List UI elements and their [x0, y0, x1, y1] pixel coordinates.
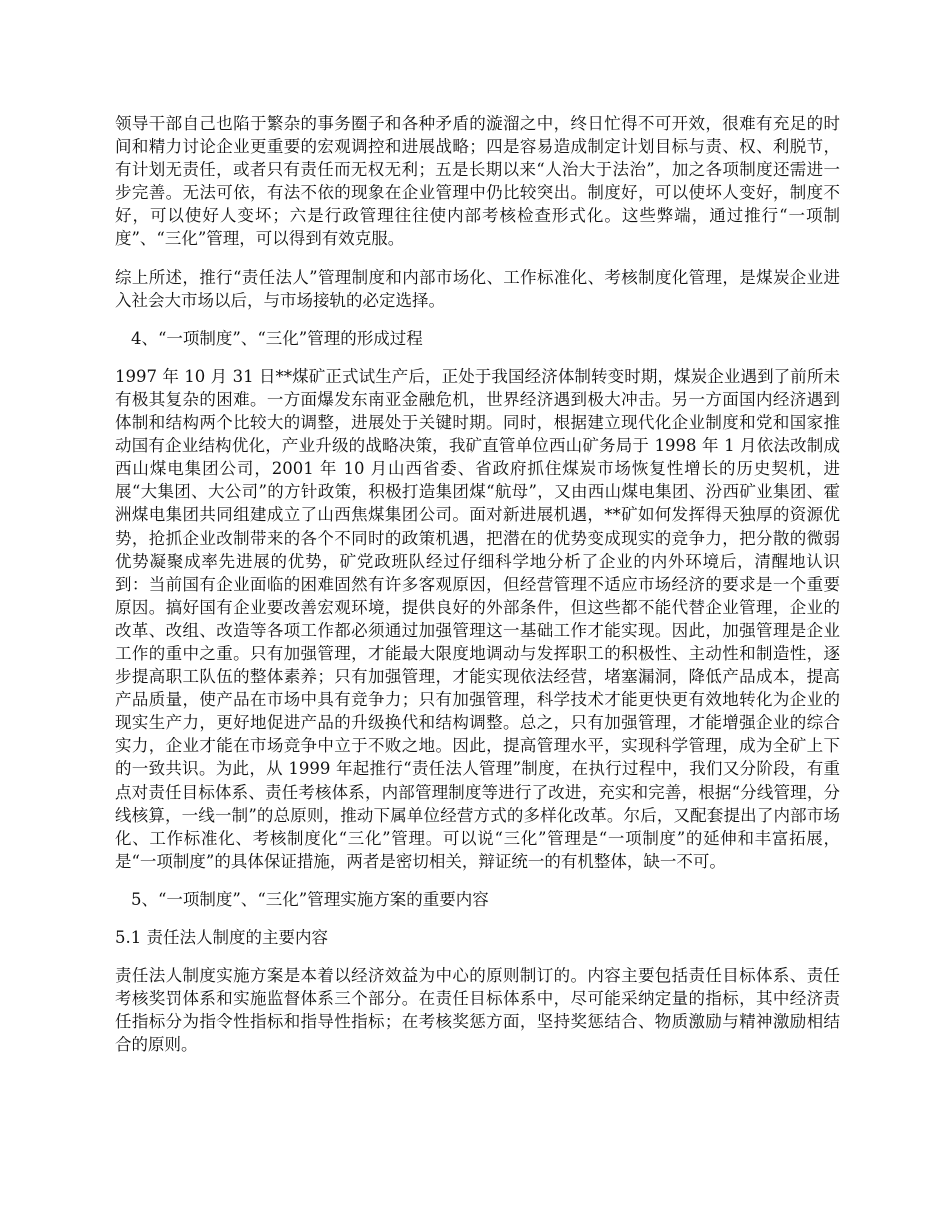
paragraph-formation-process: 1997 年 10 月 31 日**煤矿正式试生产后，正处于我国经济体制转变时期，煤炭企业遇到了前所未有极其复杂的困难。一方面爆发东南亚金融危机，世界经济遇到极大冲击。另一方面国内经济遇到体制和结构两个比较大的调整，进展处于关键时期。同时，根据建立现代化企业制度和党和国家推动国有企业结构优化，产业升级的战略决策，我矿直管单位西山矿务局于 1998 年 1 月依法改制成西山煤电集团公司，2001 年 10 月山西省委、省政府抓住煤炭市场恢复性增长的历史契机，进展“大集团、大公司”的方针政策，积极打造集团煤“航母”，又由西山煤电集团、汾西矿业集团、霍洲煤电集团共同组建成立了山西焦煤集团公司。面对新进展机遇，**矿如何发挥得天独厚的资源优势，抢抓企业改制带来的各个不同时的政策机遇，把潜在的优势变成现实的竞争力，把分散的微弱优势凝聚成率先进展的优势，矿党政班队经过仔细科学地分析了企业的内外环境后，清醒地认识到：当前国有企业面临的困难固然有许多客观原因，但经营管理不适应市场经济的要求是一个重要原因。搞好国有企业要改善宏观环境，提供良好的外部条件，但这些都不能代替企业管理，企业的改革、改组、改造等各项工作都必须通过加强管理这一基础工作才能实现。因此，加强管理是企业工作的重中之重。只有加强管理，才能最大限度地调动与发挥职工的积极性、主动性和制造性，逐步提高职工队伍的整体素养；只有加强管理，才能实现依法经营，堵塞漏洞，降低产品成本，提高产品质量，使产品在市场中具有竞争力；只有加强管理，科学技术才能更快更有效地转化为企业的现实生产力，更好地促进产品的升级换代和结构调整。总之，只有加强管理，才能增强企业的综合实力，企业才能在市场竞争中立于不败之地。因此，提高管理水平，实现科学管理，成为全矿上下的一致共识。为此，从 1999 年起推行“责任法人管理”制度，在执行过程中，我们又分阶段，有重点对责任目标体系、责任考核体系，内部管理制度等进行了改进，充实和完善，根据“分线管理，分线核算，一线一制”的总原则，推动下属单位经营方式的多样化改革。尔后，又配套提出了内部市场化、工作标准化、考核制度化“三化”管理。可以说“三化”管理是“一项制度”的延伸和丰富拓展，是“一项制度”的具体保证措施，两者是密切相关，辩证统一的有机整体，缺一不可。	[115, 366, 840, 871]
document-page	[115, 112, 840, 1071]
paragraph-responsibility-system: 责任法人制度实施方案是本着以经济效益为中心的原则制订的。内容主要包括责任目标体系、责任考核奖罚体系和实施监督体系三个部分。在责任目标体系中，尽可能采纳定量的指标，其中经济责任指标分为指令性指标和指导性指标；在考核奖惩方面，坚持奖惩结合、物质激励与精神激励相结合的原则。	[115, 966, 840, 1055]
section-heading-5: 5、“一项制度”、“三化”管理实施方案的重要内容	[131, 889, 489, 909]
paragraph-management-drawbacks: 领导干部自己也陷于繁杂的事务圈子和各种矛盾的漩溜之中，终日忙得不可开效，很难有充足的时间和精力讨论企业更重要的宏观调控和进展战略；四是容易造成制定计划目标与责、权、利脱节，有计划无责任，或者只有责任而无权无利；五是长期以来“人治大于法治”，加之各项制度还需进一步完善。无法可依，有法不依的现象在企业管理中仍比较突出。制度好，可以使坏人变好，制度不好，可以使好人变坏；六是行政管理往往使内部考核检查形式化。这些弊端，通过推行“一项制度”、“三化”管理，可以得到有效克服。	[115, 114, 840, 249]
paragraph-summary: 综上所述，推行“责任法人”管理制度和内部市场化、工作标准化、考核制度化管理，是煤炭企业进入社会大市场以后，与市场接轨的必定选择。	[115, 267, 840, 310]
subsection-heading-5-1: 5.1 责任法人制度的主要内容	[115, 928, 328, 947]
section-heading-4: 4、“一项制度”、“三化”管理的形成过程	[131, 328, 423, 348]
